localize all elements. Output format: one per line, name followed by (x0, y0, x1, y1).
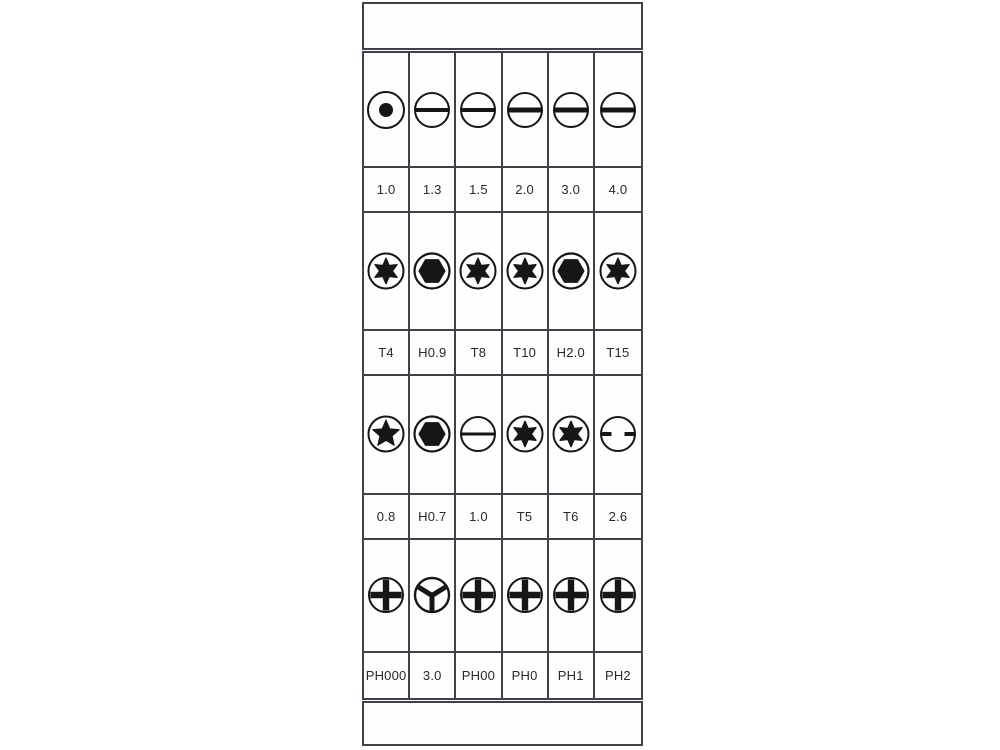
slotted-icon (504, 89, 546, 131)
bit-cell (364, 213, 410, 330)
bit-cell (364, 540, 410, 653)
bit-size-label: 2.0 (503, 168, 549, 213)
bit-cell (456, 213, 502, 330)
bit-cell (503, 213, 549, 330)
bit-size-label: PH1 (549, 653, 595, 698)
slotted-icon (550, 89, 592, 131)
bit-size-label: T6 (549, 495, 595, 540)
phillips-icon (550, 574, 592, 616)
phillips-icon (504, 574, 546, 616)
bit-cell (410, 540, 456, 653)
pentalobe-icon (365, 413, 407, 455)
bit-cell (503, 53, 549, 168)
header-panel (362, 2, 643, 50)
torx-icon (504, 413, 546, 455)
torx-icon (597, 250, 639, 292)
phillips-icon (365, 574, 407, 616)
bit-cell (549, 213, 595, 330)
bit-grid (362, 51, 643, 700)
slotted-dot-icon (365, 89, 407, 131)
bit-cell (456, 53, 502, 168)
bit-cell (364, 376, 410, 495)
bit-cell (549, 53, 595, 168)
bit-size-label: 0.8 (364, 495, 410, 540)
bit-size-label: 1.0 (456, 495, 502, 540)
bit-size-label: PH0 (503, 653, 549, 698)
bit-size-label: 3.0 (549, 168, 595, 213)
bit-cell (595, 376, 641, 495)
torx-icon (365, 250, 407, 292)
u-type-icon (597, 413, 639, 455)
hex-icon (411, 250, 453, 292)
bit-cell (595, 540, 641, 653)
bit-size-label: 1.3 (410, 168, 456, 213)
hex-icon (411, 413, 453, 455)
bit-size-label: T15 (595, 331, 641, 376)
slotted-icon (457, 89, 499, 131)
bit-size-label: T8 (456, 331, 502, 376)
slotted-icon (411, 89, 453, 131)
bit-cell (410, 376, 456, 495)
torx-icon (550, 413, 592, 455)
hex-icon (550, 250, 592, 292)
slotted-icon (457, 413, 499, 455)
bit-size-label: H2.0 (549, 331, 595, 376)
bit-size-label: 3.0 (410, 653, 456, 698)
bit-cell (456, 376, 502, 495)
slotted-icon (597, 89, 639, 131)
bit-size-label: PH2 (595, 653, 641, 698)
bit-size-label: T4 (364, 331, 410, 376)
bit-size-label: T5 (503, 495, 549, 540)
bit-size-label: PH000 (364, 653, 410, 698)
bit-size-label: PH00 (456, 653, 502, 698)
bit-size-label: 1.0 (364, 168, 410, 213)
phillips-icon (597, 574, 639, 616)
bit-cell (549, 540, 595, 653)
bit-cell (364, 53, 410, 168)
footer-panel (362, 701, 643, 746)
bit-cell (595, 53, 641, 168)
bit-cell (456, 540, 502, 653)
phillips-icon (457, 574, 499, 616)
torx-icon (457, 250, 499, 292)
bit-size-label: T10 (503, 331, 549, 376)
bit-size-label: H0.7 (410, 495, 456, 540)
tri-point-icon (411, 574, 453, 616)
bit-size-label: H0.9 (410, 331, 456, 376)
bit-cell (595, 213, 641, 330)
bit-size-label: 2.6 (595, 495, 641, 540)
bit-cell (549, 376, 595, 495)
bit-cell (410, 53, 456, 168)
torx-icon (504, 250, 546, 292)
bit-cell (503, 376, 549, 495)
bit-size-label: 4.0 (595, 168, 641, 213)
bit-size-label: 1.5 (456, 168, 502, 213)
bit-cell (503, 540, 549, 653)
bit-cell (410, 213, 456, 330)
